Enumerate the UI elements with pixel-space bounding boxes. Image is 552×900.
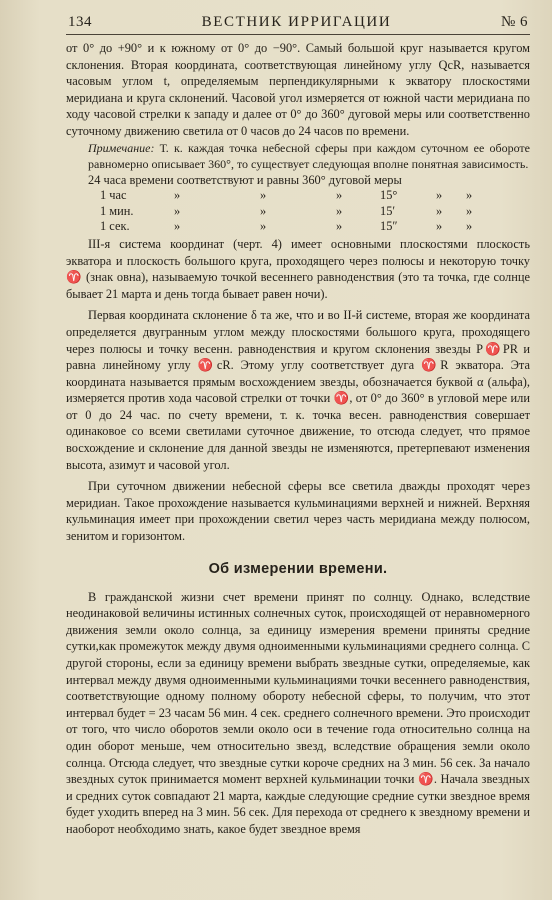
table-cell: » <box>466 203 473 218</box>
table-row <box>100 219 496 235</box>
table-cell: » <box>174 203 181 218</box>
table-cell: » <box>436 219 443 234</box>
note-label: Примечание: <box>88 140 155 155</box>
table-cell: » <box>336 219 343 234</box>
table-cell: » <box>260 219 267 234</box>
table-cell: » <box>466 219 473 234</box>
table-cell: 1 час <box>100 188 127 203</box>
paragraph-time-measurement: В гражданской жизни счет времени принят по солнцу. Однако, вследствие неодинаковой величины истинных солнечных суток, происходящей от неравномерного движения земли около солнца, за единицу измерения времени приняты средние сутки,как промежуток между двумя одноименными кульминациями среднего солнца. С другой стороны, если за единицу времени выбрать звездные сутки, определяемые, как интервал между двумя одноименными кульминациями точки весеннего равноденствия, соответствующие одному полному обороту небесной сферы, то получим, что этот интервал будет = 23 часам 56 мин. 4 сек. среднего солнечного времени. Это происходит от того, что число оборотов земли около оси в течение года относительно солнца на один оборот меньше, чем относительно звезд, вследствие обращения земли около солнца. Отсюда следует, что звездные сутки короче средних на 3 мин. 56 сек. За начало звездных суток принимается момент верхней кульминации точки ♈. Начала звездных и средних суток совпадают 21 марта, каждые следующие средние сутки звездное время будет уходить вперед на 3 мин. 56 сек. Для перехода от среднего к звездному времени и наоборот необходимо знать, какое будет звездное время <box>66 589 530 836</box>
table-row <box>100 188 496 204</box>
paragraph-right-ascension: Первая координата склонение δ та же, что и во II-й системе, вторая же координата определяется двугранным углом между плоскостями большого круга, проходящего через полюсы и точку весенн. равноденствия и кругом склонения звезды P♈PR и равна линейному углу ♈cR. Этому углу соответствует дуга ♈R экватора. Эта координата называется прямым восхождением звезды, обозначается буквой α (альфа), измеряется против хода часовой стрелки от точки ♈, от 0° до 360° в угловой мере или от 0 до 24 час. по счету времени, т. к. точка весен. равноденствия совершает одинаковое со всеми светилами суточное движение, то отсюда следует, что прямое восхождение и склонение для данной звезды не изменяются, претерпевают изменения высота, азимут и часовой угол. <box>66 308 530 472</box>
table-cell: 15″ <box>380 219 398 234</box>
table-cell: » <box>466 188 473 203</box>
table-cell: » <box>436 188 443 203</box>
paragraph-third-system: III-я система координат (черт. 4) имеет основными плоскостями плоскость экватора и плоскость большого круга, проходящего через полюсы и некоторую точку ♈ (знак овна), называемую точкой весеннего равноденствия (это та точка, где солнце бывает 21 марта и день тогда бывает равен ночи). <box>66 236 530 301</box>
note-paragraph <box>88 140 530 172</box>
table-cell: » <box>174 188 181 203</box>
running-header <box>66 14 530 35</box>
note-text: Т. к. каждая точка небесной сферы при каждом суточном ее обороте равномерно описывает 360°, то существует следующая вполне понятная зависимость. <box>88 140 530 171</box>
issue-number: № 6 <box>500 14 528 30</box>
paragraph-culmination: При суточном движении небесной сферы все светила дважды проходят через меридиан. Такое прохождение называется кульминациями верхней и нижней. Верхняя кульминация имеет при прохождении светил через часть меридиана между полюсом, зенитом и горизонтом. <box>66 479 530 544</box>
section-heading: Об измерении времени. <box>208 560 388 577</box>
table-cell: 1 мин. <box>100 203 134 218</box>
table-cell: 1 сек. <box>100 219 130 234</box>
journal-title: ВЕСТНИК ИРРИГАЦИИ <box>201 14 392 30</box>
table-cell: » <box>260 188 267 203</box>
table-caption: 24 часа времени соответствуют и равны 360° дуговой меры <box>88 172 402 187</box>
table-cell: » <box>336 203 343 218</box>
table-cell: » <box>174 219 181 234</box>
paragraph-hour-angle: от 0° до +90° и к южному от 0° до −90°. Самый большой круг называется кругом склонения. Вторая координата, соответствующая линейному углу QcR, называется часовым углом t, определяемым перпендикулярными к экватору плоскостями меридиана и круга склонений. Часовой угол измеряется от южной части меридиана по ходу часовой стрелки к западу и далее от 0° до 360° дуговой меры или соответственно суточному движению светила от 0 часов до 24 часов по времени. <box>66 41 530 138</box>
table-cell: 15′ <box>380 203 396 218</box>
page-number: 134 <box>68 14 92 30</box>
table-cell: 15° <box>380 188 398 203</box>
table-cell: » <box>260 203 267 218</box>
table-row <box>100 204 496 220</box>
table-cell: » <box>436 203 443 218</box>
time-arc-units-table <box>100 188 496 235</box>
table-cell: » <box>336 188 343 203</box>
